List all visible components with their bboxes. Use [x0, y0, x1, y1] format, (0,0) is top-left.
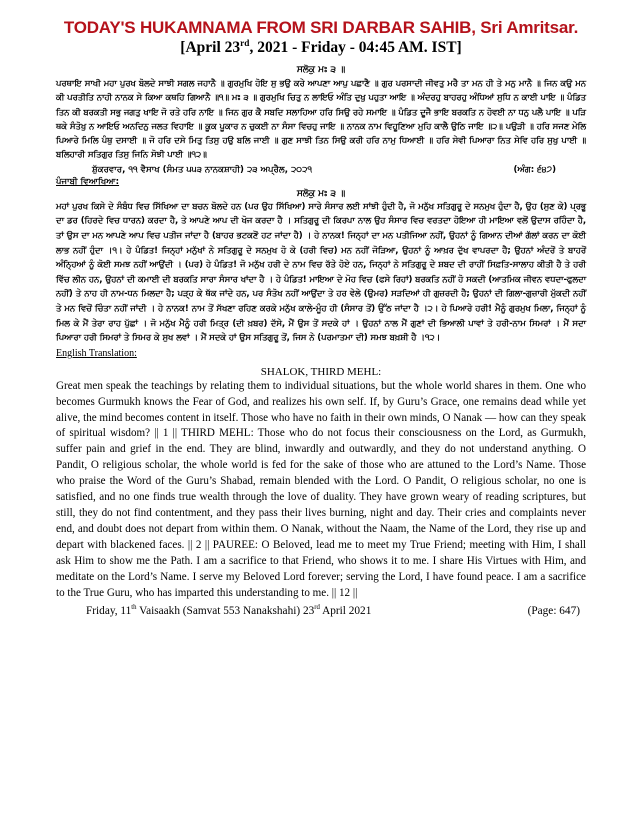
punjabi-text: ਮਹਾਂ ਪੁਰਖ ਕਿਸੇ ਦੇ ਸੰਬੰਧ ਵਿਚ ਸਿੱਖਿਆ ਦਾ ਬਚਨ ਬੋਲਦੇ ਹਨ (ਪਰ ਉਹ ਸਿੱਖਿਆ) ਸਾਰੇ ਸੰਸਾਰ ਲਈ ਸਾਂਝੀ ਹੁੰਦੀ ਹੈ, ਜੋ ਮਨੁੱਖ ਸਤਿਗੁਰੂ ਦੇ ਸਨਮੁਖ ਹੁੰਦਾ ਹੈ, ਉਹ (ਸੁਣ ਕੇ) ਪ੍ਰਭੂ ਦਾ ਡਰ (ਹਿਰਦੇ ਵਿਚ ਧਾਰਨ) ਕਰਦਾ ਹੈ, ਤੇ ਆਪਣੇ ਆਪ ਦੀ ਖੋਜ ਕਰਦਾ ਹੈ । ਸਤਿਗੁਰੂ ਦੀ ਕਿਰਪਾ ਨਾਲ ਉਹ ਸੰਸਾਰ ਵਿਚ ਵਰਤਦਾ ਹੋਇਆ ਹੀ ਮਾਇਆ ਵਲੋਂ ਉਦਾਸ ਰਹਿੰਦਾ ਹੈ, ਤਾਂ ਉਸ ਦਾ ਮਨ ਆਪਣੇ ਆਪ ਵਿਚ ਪਤੀਜ ਜਾਂਦਾ ਹੈ (ਬਾਹਰ ਭਟਕਣੋਂ ਹਟ ਜਾਂਦਾ ਹੈ) । ਹੇ ਨਾਨਕ! ਜਿਨ੍ਹਾਂ ਦਾ ਮਨ ਪਤੀਜਿਆ ਨਹੀਂ, ਉਹਨਾਂ ਨੂੰ ਗਿਆਨ ਦੀਆਂ ਗੱਲਾਂ ਕਰਨ ਦਾ ਕੋਈ ਲਾਭ ਨਹੀਂ ਹੁੰਦਾ ।੧। ਹੇ ਪੰਡਿਤ! ਜਿਨ੍ਹਾਂ ਮਨੁੱਖਾਂ ਨੇ ਸਤਿਗੁਰੂ ਦੇ ਸਨਮੁਖ ਹੋ ਕੇ (ਹਰੀ ਵਿਚ) ਮਨ ਨਹੀਂ ਜੋੜਿਆ, ਉਹਨਾਂ ਨੂੰ ਆਖ਼ਰ ਦੁੱਖ ਵਾਪਰਦਾ ਹੈ; ਉਹਨਾਂ ਅੰਦਰੋਂ ਤੇ ਬਾਹਰੋਂ ਅੰਨ੍ਹਿਆਂ ਨੂੰ ਕੋਈ ਸਮਝ ਨਹੀਂ ਆਉਂਦੀ । (ਪਰ) ਹੇ ਪੰਡਿਤ! ਜੋ ਮਨੁੱਖ ਹਰੀ ਦੇ ਨਾਮ ਵਿਚ ਰੱਤੇ ਹੋਏ ਹਨ, ਜਿਨ੍ਹਾਂ ਨੇ ਸਤਿਗੁਰੂ ਦੇ ਸ਼ਬਦ ਦੀ ਰਾਹੀਂ ਸਿਫ਼ਤਿ-ਸਾਲਾਹ ਕੀਤੀ ਹੈ ਤੇ ਹਰੀ ਵਿੱਚ ਲੀਨ ਹਨ, ਉਹਨਾਂ ਦੀ ਕਮਾਈ ਦੀ ਬਰਕਤਿ ਸਾਰਾ ਸੰਸਾਰ ਖਾਂਦਾ ਹੈ । ਹੇ ਪੰਡਿਤ! ਮਾਇਆ ਦੇ ਮੋਹ ਵਿਚ (ਫਸੇ ਰਿਹਾਂ) ਬਰਕਤਿ ਨਹੀਂ ਹੋ ਸਕਦੀ (ਆਤਮਿਕ ਜੀਵਨ ਵਧਦਾ-ਫੁਲਦਾ ਨਹੀਂ) ਤੇ ਨਾਹ ਹੀ ਨਾਮ-ਧਨ ਮਿਲਦਾ ਹੈ; ਪੜ੍ਹ ਕੇ ਥੱਕ ਜਾਂਦੇ ਹਨ, ਪਰ ਸੰਤੋਖ ਨਹੀਂ ਆਉਂਦਾ ਤੇ ਹਰ ਵੇਲੇ (ਉਮਰ) ਸੜਦਿਆਂ ਹੀ ਗੁਜ਼ਰਦੀ ਹੈ; ਉਹਨਾਂ ਦੀ ਗਿਲਾ-ਗੁਜ਼ਾਰੀ ਮੁੱਕਦੀ ਨਹੀਂ ਤੇ ਮਨ ਵਿਚੋਂ ਚਿੰਤਾ ਨਹੀਂ ਜਾਂਦੀ । ਹੇ ਨਾਨਕ! ਨਾਮ ਤੋਂ ਸੱਖਣਾ ਰਹਿਣ ਕਰਕੇ ਮਨੁੱਖ ਕਾਲੇ-ਮੂੰਹ ਹੀ (ਸੰਸਾਰ ਤੋਂ) ਉੱਠ ਜਾਂਦਾ ਹੈ ।੨। ਹੇ ਪਿਆਰੇ ਹਰੀ! ਮੈਨੂੰ ਗੁਰਮੁਖ ਮਿਲਾ, ਜਿਨ੍ਹਾਂ ਨੂੰ ਮਿਲ ਕੇ ਮੈਂ ਤੇਰਾ ਰਾਹ ਪੁੱਛਾਂ । ਜੋ ਮਨੁੱਖ ਮੈਨੂੰ ਹਰੀ ਮਿਤ੍ਰ (ਦੀ ਖ਼ਬਰ) ਦੱਸੇ, ਮੈਂ ਉਸ ਤੋਂ ਸਦਕੇ ਹਾਂ । ਉਹਨਾਂ ਨਾਲ ਮੈਂ ਗੁਣਾਂ ਦੀ ਭਿਆਲੀ ਪਾਵਾਂ ਤੇ ਹਰੀ-ਨਾਮ ਸਿਮਰਾਂ । ਮੈਂ ਸਦਾ ਪਿਆਰਾ ਹਰੀ ਸਿਮਰਾਂ ਤੇ ਸਿਮਰ ਕੇ ਸੁਖ ਲਵਾਂ । ਮੈਂ ਸਦਕੇ ਹਾਂ ਉਸ ਸਤਿਗੁਰੂ ਤੋਂ, ਜਿਸ ਨੇ (ਪਰਮਾਤਮਾ ਦੀ) ਸਮਝ ਬਖ਼ਸ਼ੀ ਹੈ ।੧੨।	[56, 201, 586, 344]
header-date-part: [April 23	[180, 39, 241, 56]
header-date-suffix: rd	[240, 38, 250, 49]
gurmukhi-text: ਪਰਥਾਇ ਸਾਖੀ ਮਹਾ ਪੁਰਖ ਬੋਲਦੇ ਸਾਝੀ ਸਗਲ ਜਹਾਨੈ ॥ ਗੁਰਮੁਖਿ ਹੋਇ ਸੁ ਭਉ ਕਰੇ ਆਪਣਾ ਆਪੁ ਪਛਾਣੈ ॥ ਗੁਰ ਪਰਸਾਦੀ ਜੀਵਤੁ ਮਰੈ ਤਾ ਮਨ ਹੀ ਤੇ ਮਨੁ ਮਾਨੈ ॥ ਜਿਨ ਕਉ ਮਨ ਕੀ ਪਰਤੀਤਿ ਨਾਹੀ ਨਾਨਕ ਸੇ ਕਿਆ ਕਥਹਿ ਗਿਆਨੈ ॥੧॥ ਮਃ ੩ ॥ ਗੁਰਮੁਖਿ ਚਿਤੁ ਨ ਲਾਇਓ ਅੰਤਿ ਦੁਖੁ ਪਹੁਤਾ ਆਇ ॥ ਅੰਦਰਹੁ ਬਾਹਰਹੁ ਅੰਧਿਆਂ ਸੁਧਿ ਨ ਕਾਈ ਪਾਇ ॥ ਪੰਡਿਤ ਤਿਨ ਕੀ ਬਰਕਤੀ ਸਭੁ ਜਗਤੁ ਖਾਇ ਜੋ ਰਤੇ ਹਰਿ ਨਾਇ ॥ ਜਿਨ ਗੁਰ ਕੈ ਸਬਦਿ ਸਲਾਹਿਆ ਹਰਿ ਸਿਉ ਰਹੇ ਸਮਾਇ ॥ ਪੰਡਿਤ ਦੂਜੈ ਭਾਇ ਬਰਕਤਿ ਨ ਹੋਵਈ ਨਾ ਧਨੁ ਪਲੈ ਪਾਇ ॥ ਪੜਿ ਥਕੇ ਸੰਤੋਖੁ ਨ ਆਇਓ ਅਨਦਿਨੁ ਜਲਤ ਵਿਹਾਇ ॥ ਕੂਕ ਪੂਕਾਰ ਨ ਚੁਕਈ ਨਾ ਸੰਸਾ ਵਿਚਹੁ ਜਾਇ ॥ ਨਾਨਕ ਨਾਮ ਵਿਹੂਣਿਆ ਮੁਹਿ ਕਾਲੈ ਉਠਿ ਜਾਇ ॥੨॥ ਪਉੜੀ ॥ ਹਰਿ ਸਜਣ ਮੇਲਿ ਪਿਆਰੇ ਮਿਲਿ ਪੰਥੁ ਦਸਾਈ ॥ ਜੋ ਹਰਿ ਦਸੇ ਮਿਤੁ ਤਿਸੁ ਹਉ ਬਲਿ ਜਾਈ ॥ ਗੁਣ ਸਾਝੀ ਤਿਨ ਸਿਉ ਕਰੀ ਹਰਿ ਨਾਮੁ ਧਿਆਈ ॥ ਹਰਿ ਸੇਵੀ ਪਿਆਰਾ ਨਿਤ ਸੇਵਿ ਹਰਿ ਸੁਖੁ ਪਾਈ ॥ ਬਲਿਹਾਰੀ ਸਤਿਗੁਰ ਤਿਸੁ ਜਿਨਿ ਸੋਝੀ ਪਾਈ ॥੧੨॥	[56, 79, 586, 161]
footer-date-suffix: rd	[314, 604, 320, 612]
punjabi-label: ਪੰਜਾਬੀ ਵਿਆਖਿਆ:	[56, 176, 120, 187]
footer-date-part: Friday, 11	[86, 605, 132, 618]
gurmukhi-date: ਸ਼ੁੱਕਰਵਾਰ, ੧੧ ਵੈਸਾਖ (ਸੰਮਤ ੫੫੩ ਨਾਨਕਸ਼ਾਹੀ) ੨੩ ਅਪ੍ਰੈਲ, ੨੦੨੧	[92, 164, 313, 175]
page-title: TODAY'S HUKAMNAMA FROM SRI DARBAR SAHIB, Sri Amritsar.	[63, 18, 579, 37]
gurmukhi-ang: (ਅੰਗ: ੬੪੭)	[513, 164, 556, 175]
footer-page: (Page: 647)	[527, 605, 580, 618]
english-text: Great men speak the teachings by relating them to individual situations, but the whole world shares in them. One who becomes Gurmukh knows the Fear of God, and realizes his own self. If, by Guru’s Grace, one remains dead while yet alive, the mind becomes content in itself. Those who have no faith in their own minds, O Nanak — how can they speak of spiritual wisdom? || 1 || THIRD MEHL: Those who do not focus their consciousness on the Lord, as Gurmukh, suffer pain and grief in the end. They are blind, inwardly and outwardly, and they do not understand anything. O Pandit, O religious scholar, the whole world is fed for the sake of those who are attuned to the Lord’s Name. Those who praise the Word of the Guru’s Shabad, remain blended with the Lord. O Pandit, O religious scholar, no one is satisfied, and no one finds true wealth through the love of duality. They have grown weary of reading scriptures, but still, they do not find contentment, and they pass their lives burning, night and day. Their cries and complaints never end, and doubt does not depart from within them. O Nanak, without the Naam, the Name of the Lord, they rise up and depart with blackened faces. || 2 || PAUREE: O Beloved, lead me to meet my True Friend; meeting with Him, I shall ask Him to show me the Path. I am a sacrifice to that Friend, who shows it to me. I share His Virtues with Him, and meditate on the Lord’s Name. I serve my Beloved Lord forever; serving the Lord, I have found peace. I am a sacrifice to the True Guru, who has imparted this understanding to me. || 12 ||	[56, 379, 587, 599]
hukamnama-page	[56, 18, 586, 617]
english-heading: SHALOK, THIRD MEHL:	[260, 365, 382, 378]
gurmukhi-meta	[56, 165, 586, 175]
footer-date-part: April 2021	[319, 605, 372, 618]
footer-date	[86, 605, 371, 617]
footer-date-part: Vaisaakh (Samvat 553 Nanakshahi) 23	[136, 605, 315, 618]
english-label: English Translation:	[56, 347, 137, 359]
footer-date-suffix: th	[131, 604, 137, 612]
header-date	[56, 39, 586, 57]
footer	[56, 605, 586, 617]
header-date-part: , 2021 - Friday - 04:45 AM. IST]	[249, 39, 462, 56]
punjabi-heading: ਸਲੋਕੁ ਮਃ ੩ ॥	[296, 188, 346, 199]
gurmukhi-heading: ਸਲੋਕੁ ਮਃ ੩ ॥	[296, 65, 346, 75]
